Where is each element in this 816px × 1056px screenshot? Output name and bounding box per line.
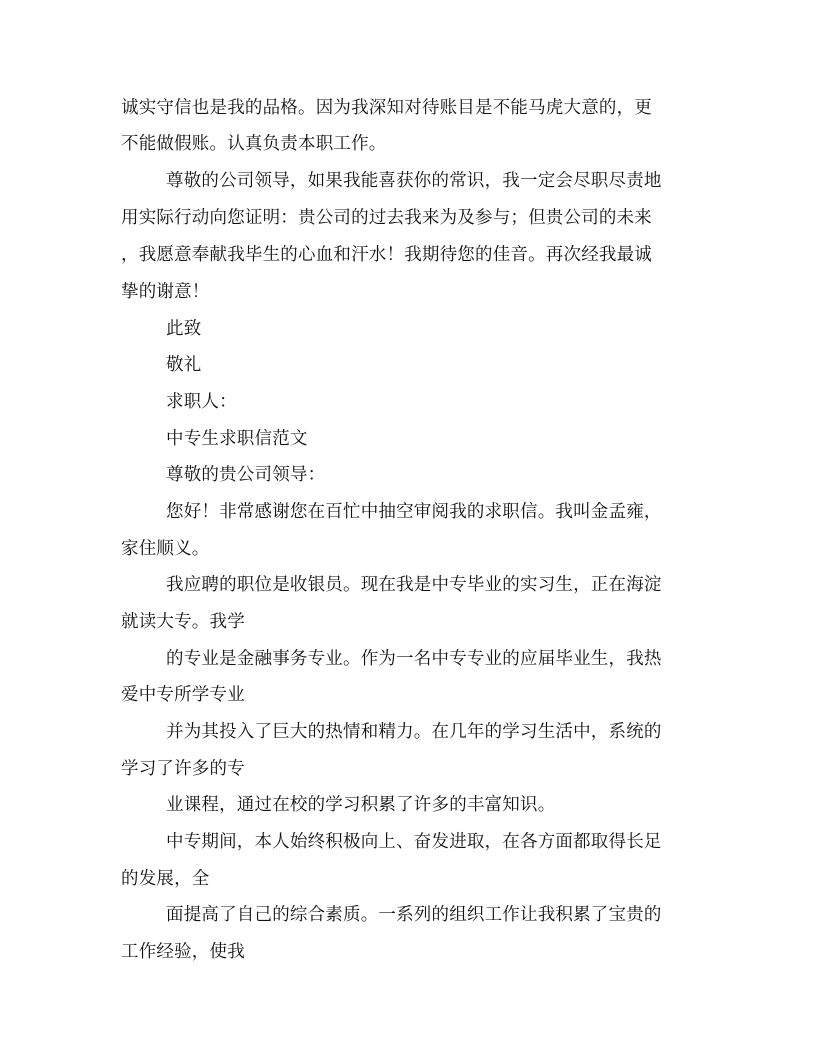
applicant-signature-label: 求职人： bbox=[166, 392, 237, 412]
text-line: 诚实守信也是我的品格。因为我深知对待账目是不能马虎大意的，更 bbox=[121, 98, 652, 118]
text-line: 尊敬的公司领导，如果我能喜获你的常识，我一定会尽职尽责地 bbox=[166, 171, 662, 191]
text-line: 业课程，通过在校的学习积累了许多的丰富知识。 bbox=[166, 795, 556, 815]
section-title: 中专生求职信范文 bbox=[166, 429, 308, 449]
text-line: 用实际行动向您证明：贵公司的过去我来为及参与；但贵公司的未来 bbox=[121, 208, 652, 228]
text-line: 不能做假账。认真负责本职工作。 bbox=[121, 134, 387, 154]
text-line: 我应聘的职位是收银员。现在我是中专毕业的实习生，正在海淀 bbox=[166, 575, 662, 595]
text-line: 的专业是金融事务专业。作为一名中专专业的应届毕业生，我热 bbox=[166, 649, 662, 669]
text-line: 面提高了自己的综合素质。一系列的组织工作让我积累了宝贵的 bbox=[166, 905, 662, 925]
text-line: 的发展，全 bbox=[121, 869, 210, 889]
text-line: 家住顺义。 bbox=[121, 539, 210, 559]
text-line: 并为其投入了巨大的热情和精力。在几年的学习生活中，系统的 bbox=[166, 722, 662, 742]
text-line: 就读大专。我学 bbox=[121, 612, 245, 632]
text-line: 中专期间，本人始终积极向上、奋发进取，在各方面都取得长足 bbox=[166, 832, 662, 852]
text-line: 学习了许多的专 bbox=[121, 759, 245, 779]
text-line: 您好！非常感谢您在百忙中抽空审阅我的求职信。我叫金孟雍， bbox=[166, 502, 662, 522]
closing-salutation: 此致 bbox=[166, 319, 202, 339]
text-line: 爱中专所学专业 bbox=[121, 685, 245, 705]
text-line: ，我愿意奉献我毕生的心血和汗水！我期待您的佳音。再次经我最诚 bbox=[121, 245, 652, 265]
text-line: 工作经验，使我 bbox=[121, 942, 245, 962]
letter-greeting: 尊敬的贵公司领导： bbox=[166, 465, 326, 485]
closing-regards: 敬礼 bbox=[166, 355, 202, 375]
text-line: 挚的谢意！ bbox=[121, 282, 210, 302]
